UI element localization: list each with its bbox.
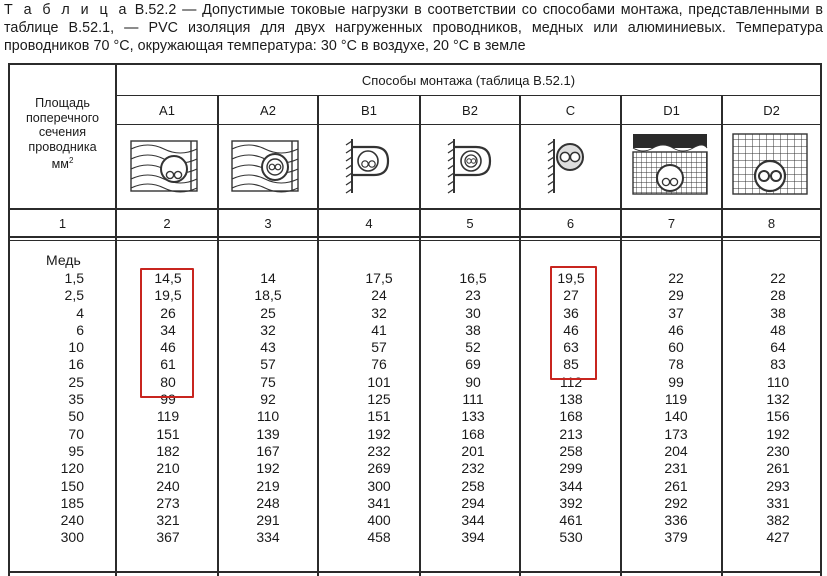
- highlight-box-c: [550, 266, 597, 380]
- cell-b1-6: 101: [367, 373, 391, 390]
- cell-d2-7: 132: [766, 391, 790, 408]
- cell-c-4: 63: [563, 339, 579, 356]
- cell-b2-0: 16,5: [459, 270, 487, 286]
- d1-column: [658, 270, 694, 547]
- caption-label: Т а б л и ц а: [4, 2, 130, 18]
- col-number-1: 1: [58, 215, 67, 231]
- cell-a2-3: 32: [260, 321, 276, 338]
- method-d2: D2: [763, 103, 780, 118]
- cell-a2-5: 57: [260, 356, 276, 373]
- cell-a1-11: 210: [156, 460, 180, 477]
- cell-sections-5: 16: [68, 356, 84, 373]
- cell-d2-5: 83: [770, 356, 786, 373]
- cell-b2-4: 52: [465, 339, 481, 356]
- cell-sections-7: 35: [68, 391, 84, 408]
- cell-d1-13: 292: [664, 494, 688, 511]
- area-column-header: [10, 92, 115, 176]
- cell-d1-2: 37: [668, 304, 684, 321]
- caption-text: В.52.2 — Допустимые токовые нагрузки в соответствии со способами монтажа, представленными в таблице В.52.1, — PVC изоляция для двух нагруженных проводников, медных или алюминиевых. Температура проводников 70 °С, окружающая температура: 30 °С в воздухе, 20 °С в земле: [4, 2, 823, 54]
- cell-b1-4: 57: [371, 339, 387, 356]
- cell-a2-6: 75: [260, 373, 276, 390]
- method-b2: B2: [462, 103, 478, 118]
- cell-c-9: 213: [559, 425, 583, 442]
- cell-b1-15: 458: [367, 529, 391, 546]
- cell-a1-7: 99: [160, 391, 176, 408]
- cell-sections-0: 1,5: [64, 270, 84, 286]
- cell-c-14: 461: [559, 512, 583, 529]
- cell-b2-2: 30: [465, 304, 481, 321]
- cell-a2-8: 110: [256, 408, 280, 425]
- cell-d2-9: 192: [766, 425, 790, 442]
- cell-b2-13: 294: [461, 494, 485, 511]
- method-a2: A2: [260, 103, 276, 118]
- insulated-wall-conduit-icon: [128, 135, 206, 197]
- cell-a2-9: 139: [256, 425, 280, 442]
- cell-b2-7: 111: [462, 391, 484, 408]
- cell-b2-5: 69: [465, 356, 481, 373]
- area-header-unit: $мм^2$: [51, 156, 74, 172]
- cell-d2-13: 331: [766, 494, 790, 511]
- cell-a2-14: 291: [256, 512, 280, 529]
- d2-column: [760, 270, 796, 547]
- cell-d2-10: 230: [766, 442, 790, 459]
- cell-d2-14: 382: [766, 512, 790, 529]
- cell-b1-12: 300: [367, 477, 391, 494]
- cell-sections-6: 25: [68, 373, 84, 390]
- cell-sections-10: 95: [68, 442, 84, 459]
- cell-a1-0: 14,5: [154, 270, 182, 286]
- wall-clipped-cable-icon: [540, 135, 618, 197]
- cell-d1-14: 336: [664, 512, 688, 529]
- col-number-8: 8: [767, 215, 776, 231]
- cell-b1-9: 192: [367, 425, 391, 442]
- cell-sections-14: 240: [60, 512, 84, 529]
- cell-sections-2: 4: [76, 304, 84, 321]
- cell-a1-15: 367: [156, 529, 180, 546]
- cell-d1-4: 60: [668, 339, 684, 356]
- cell-d2-11: 261: [766, 460, 790, 477]
- cell-b1-13: 341: [367, 494, 391, 511]
- insulated-wall-multicore-icon: [229, 135, 307, 197]
- cell-d1-10: 204: [664, 442, 688, 459]
- cell-a2-7: 92: [260, 391, 276, 408]
- cell-d1-1: 29: [668, 287, 684, 304]
- cell-a1-13: 273: [156, 494, 180, 511]
- cell-a1-8: 119: [156, 408, 180, 425]
- cell-sections-9: 70: [68, 425, 84, 442]
- cell-sections-1: 2,5: [64, 287, 84, 304]
- cell-d1-9: 173: [664, 425, 688, 442]
- cell-a1-1: 19,5: [154, 287, 182, 304]
- col-number-6: 6: [566, 215, 575, 231]
- cell-a2-4: 43: [260, 339, 276, 356]
- col-number-4: 4: [365, 215, 373, 231]
- cell-b1-5: 76: [371, 356, 387, 373]
- cell-c-7: 138: [559, 391, 583, 408]
- cell-d2-2: 38: [770, 304, 786, 321]
- highlight-box-a1: [140, 268, 194, 398]
- cell-a2-10: 167: [256, 442, 280, 459]
- cell-c-15: 530: [559, 529, 583, 546]
- method-b1: B1: [361, 103, 377, 118]
- cell-c-11: 299: [559, 460, 583, 477]
- cell-d1-15: 379: [664, 529, 688, 546]
- method-a1: A1: [159, 103, 175, 118]
- cell-a2-15: 334: [256, 529, 280, 546]
- cell-a1-9: 151: [156, 425, 180, 442]
- cell-b2-3: 38: [465, 321, 481, 338]
- cell-d2-4: 64: [770, 339, 786, 356]
- cell-b1-8: 151: [367, 408, 391, 425]
- cell-d2-12: 293: [766, 477, 790, 494]
- cell-a2-11: 192: [256, 460, 280, 477]
- cell-d2-0: 22: [770, 270, 786, 286]
- cell-a1-4: 46: [160, 339, 176, 356]
- cell-d2-1: 28: [770, 287, 786, 304]
- cell-d2-6: 110: [766, 373, 790, 390]
- cell-a2-0: 14: [260, 270, 276, 286]
- cell-d2-3: 48: [770, 321, 786, 338]
- sections-column: [40, 270, 84, 547]
- wall-conduit-multicore-icon: [440, 135, 518, 197]
- cell-d2-8: 156: [766, 408, 790, 425]
- cell-c-0: 19,5: [557, 270, 585, 286]
- cell-d1-5: 78: [668, 356, 684, 373]
- cell-b1-0: 17,5: [365, 270, 393, 286]
- cell-b1-11: 269: [367, 460, 391, 477]
- cell-a1-3: 34: [160, 321, 176, 338]
- ground-duct-icon: [631, 132, 709, 194]
- cell-b2-8: 133: [461, 408, 485, 425]
- col-number-2: 2: [163, 215, 171, 231]
- area-header-line2: поперечного: [25, 110, 100, 125]
- cell-d1-0: 22: [668, 270, 684, 286]
- b1-column: [356, 270, 402, 547]
- cell-d1-8: 140: [664, 408, 688, 425]
- cell-d1-12: 261: [664, 477, 688, 494]
- cell-c-8: 168: [559, 408, 583, 425]
- cell-b1-14: 400: [367, 512, 391, 529]
- col-number-3: 3: [264, 215, 272, 231]
- cell-d1-6: 99: [668, 373, 684, 390]
- method-d1: D1: [663, 103, 680, 118]
- cell-sections-3: 6: [76, 321, 84, 338]
- cell-b2-9: 168: [461, 425, 485, 442]
- cell-sections-13: 185: [60, 494, 84, 511]
- cell-b1-10: 232: [367, 442, 391, 459]
- cell-a2-2: 25: [260, 304, 276, 321]
- cell-b2-11: 232: [461, 460, 485, 477]
- cell-a1-10: 182: [156, 442, 180, 459]
- cell-a1-5: 61: [160, 356, 176, 373]
- cell-sections-15: 300: [60, 529, 84, 546]
- b2-column: [450, 270, 496, 547]
- cell-sections-11: 120: [60, 460, 84, 477]
- cell-a2-13: 248: [256, 494, 280, 511]
- method-c: C: [565, 103, 576, 118]
- cell-b2-14: 344: [461, 512, 485, 529]
- cell-b2-6: 90: [465, 373, 481, 390]
- col-number-5: 5: [466, 215, 474, 231]
- cell-c-1: 27: [563, 287, 579, 304]
- a2-column: [248, 270, 288, 547]
- cell-b2-12: 258: [461, 477, 485, 494]
- table-caption: [4, 1, 823, 55]
- cell-sections-4: 10: [68, 339, 84, 356]
- cell-c-12: 344: [559, 477, 583, 494]
- material-label: Медь: [46, 252, 81, 268]
- cell-c-6: 112: [559, 373, 583, 390]
- area-header-line1: Площадь: [35, 95, 90, 110]
- cell-a2-12: 219: [256, 477, 280, 494]
- cell-sections-8: 50: [68, 408, 84, 425]
- wall-conduit-icon: [338, 135, 416, 197]
- methods-title: Способы монтажа (таблица В.52.1): [361, 72, 576, 88]
- cell-c-10: 258: [559, 442, 583, 459]
- cell-c-3: 46: [563, 321, 579, 338]
- cell-d2-15: 427: [766, 529, 790, 546]
- cell-b1-1: 24: [371, 287, 387, 304]
- col-number-7: 7: [667, 215, 676, 231]
- cell-b2-1: 23: [465, 287, 481, 304]
- cell-d1-7: 119: [664, 391, 688, 408]
- cell-a1-6: 80: [160, 373, 176, 390]
- cell-a1-14: 321: [156, 512, 180, 529]
- cell-b1-7: 125: [367, 391, 391, 408]
- area-header-line4: проводника: [28, 139, 97, 154]
- cell-a1-12: 240: [156, 477, 180, 494]
- cell-a1-2: 26: [160, 304, 176, 321]
- cell-c-13: 392: [559, 494, 583, 511]
- cell-c-5: 85: [563, 356, 579, 373]
- cell-sections-12: 150: [60, 477, 84, 494]
- cell-b2-15: 394: [461, 529, 485, 546]
- cell-d1-11: 231: [664, 460, 688, 477]
- cell-b2-10: 201: [461, 442, 485, 459]
- cell-b1-2: 32: [371, 304, 387, 321]
- cell-b1-3: 41: [371, 321, 387, 338]
- ground-direct-icon: [731, 132, 809, 194]
- cell-a2-1: 18,5: [254, 287, 282, 304]
- area-header-line3: сечения: [38, 125, 87, 140]
- cell-d1-3: 46: [668, 321, 684, 338]
- cell-c-2: 36: [563, 304, 579, 321]
